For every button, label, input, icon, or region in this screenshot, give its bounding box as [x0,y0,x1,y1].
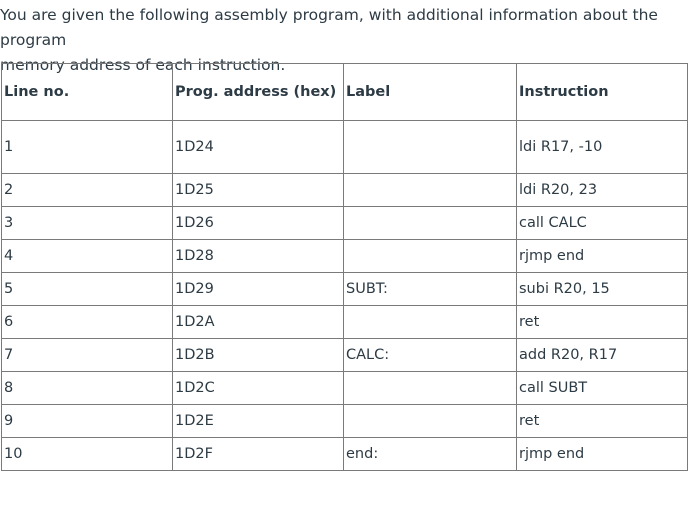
cell-instruction: ldi R20, 23 [517,174,688,207]
table-row [2,306,688,339]
cell-line-no: 6 [2,306,173,339]
cell-line-no: 8 [2,372,173,405]
table-row [2,372,688,405]
cell-address: 1D2E [173,405,344,438]
cell-line-no: 4 [2,240,173,273]
table-row [2,273,688,306]
cell-instruction: ret [517,405,688,438]
cell-line-no: 3 [2,207,173,240]
cell-instruction: rjmp end [517,438,688,471]
table-row [2,121,688,174]
cell-line-no: 2 [2,174,173,207]
header-instruction: Instruction [517,64,688,121]
cell-label [344,121,517,174]
intro-line-2: memory address of each instruction. [0,56,286,74]
table-row [2,438,688,471]
cell-label [344,306,517,339]
table-header-row [2,64,688,121]
cell-label [344,174,517,207]
cell-instruction: call SUBT [517,372,688,405]
cell-label: SUBT: [344,273,517,306]
cell-label [344,405,517,438]
cell-label [344,240,517,273]
cell-address: 1D2A [173,306,344,339]
table-row [2,174,688,207]
cell-address: 1D26 [173,207,344,240]
cell-label: end: [344,438,517,471]
program-table [1,63,688,471]
cell-address: 1D2F [173,438,344,471]
cell-instruction: subi R20, 15 [517,273,688,306]
cell-label: CALC: [344,339,517,372]
cell-address: 1D24 [173,121,344,174]
cell-address: 1D2C [173,372,344,405]
cell-label [344,372,517,405]
table-row [2,339,688,372]
cell-line-no: 1 [2,121,173,174]
cell-instruction: add R20, R17 [517,339,688,372]
table-row [2,240,688,273]
cell-line-no: 5 [2,273,173,306]
cell-line-no: 7 [2,339,173,372]
cell-instruction: call CALC [517,207,688,240]
cell-instruction: rjmp end [517,240,688,273]
cell-address: 1D25 [173,174,344,207]
cell-label [344,207,517,240]
cell-line-no: 10 [2,438,173,471]
cell-address: 1D29 [173,273,344,306]
cell-instruction: ldi R17, -10 [517,121,688,174]
header-prog-address: Prog. address (hex) [173,64,344,121]
table-row [2,405,688,438]
cell-address: 1D28 [173,240,344,273]
table-row [2,207,688,240]
header-line-no: Line no. [2,64,173,121]
header-label: Label [344,64,517,121]
cell-instruction: ret [517,306,688,339]
cell-address: 1D2B [173,339,344,372]
intro-line-1: You are given the following assembly program, with additional information about the program [0,6,658,49]
cell-line-no: 9 [2,405,173,438]
